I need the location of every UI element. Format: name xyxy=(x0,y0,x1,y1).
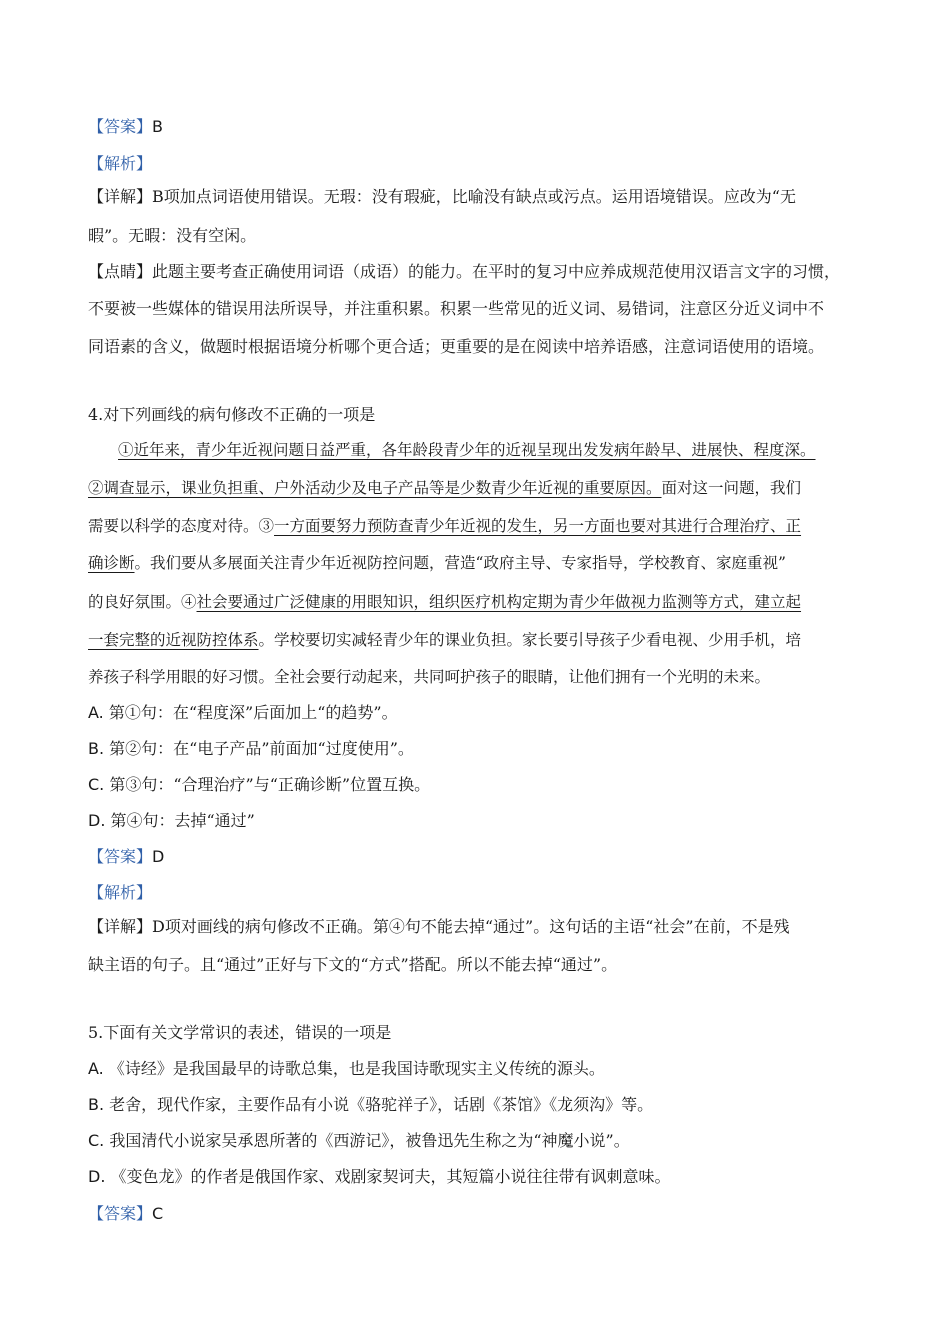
q4-option-d xyxy=(88,810,255,832)
option-text: 第④句：去掉“通过” xyxy=(110,811,255,830)
q3-detail-line-2: 暇”。无暇：没有空闲。 xyxy=(88,226,257,245)
q3-detail-text-1: B项加点词语使用错误。无瑕：没有瑕疵，比喻没有缺点或污点。运用语境错误。应改为“无 xyxy=(152,187,796,206)
option-text: 《诗经》是我国最早的诗歌总集，也是我国诗歌现实主义传统的源头。 xyxy=(108,1059,605,1078)
option-text: 《变色龙》的作者是俄国作家、戏剧家契诃夫，其短篇小说往往带有讽刺意味。 xyxy=(110,1167,671,1186)
q4-sentence-4-part-1: 社会要通过广泛健康的用眼知识，组织医疗机构定期为青少年做视力监测等方式，建立起 xyxy=(196,593,802,611)
q5-option-a xyxy=(88,1058,605,1080)
q4-stem: 4.对下列画线的病句修改不正确的一项是 xyxy=(88,405,376,424)
detail-tag: 【详解】 xyxy=(88,917,153,936)
option-letter: A. xyxy=(88,1059,104,1078)
answer-tag: 【答案】 xyxy=(88,847,153,866)
q4-sentence-1: ①近年来，青少年近视问题日益严重，各年龄段青少年的近视呈现出发发病年龄早、进展快、程度深。 xyxy=(118,441,816,459)
q4-option-c xyxy=(88,774,430,796)
q4-sentence-3-part-2: 确诊断 xyxy=(88,554,135,572)
q4-option-a xyxy=(88,702,398,724)
option-text: 第③句：“合理治疗”与“正确诊断”位置互换。 xyxy=(109,775,431,794)
q3-detail-line-1 xyxy=(88,186,796,208)
option-text: 老舍，现代作家，主要作品有小说《骆驼祥子》，话剧《茶馆》《龙须沟》等。 xyxy=(109,1095,654,1114)
detail-tag: 【详解】 xyxy=(88,187,153,206)
q4-passage-line-3 xyxy=(88,515,801,537)
q4-passage-line-1 xyxy=(118,439,816,461)
q5-option-c xyxy=(88,1130,630,1152)
q3-analysis-tag: 【解析】 xyxy=(88,154,153,173)
option-text: 第①句：在“程度深”后面加上“的趋势”。 xyxy=(108,703,398,722)
option-letter: C. xyxy=(88,1131,105,1150)
q4-passage-text-5: 的良好氛围。④ xyxy=(88,593,197,611)
q4-passage-text-3: 需要以科学的态度对待。③ xyxy=(88,517,275,535)
q4-detail-line-1 xyxy=(88,916,790,938)
answer-tag: 【答案】 xyxy=(88,1204,153,1223)
q3-comment-line-1 xyxy=(88,261,840,283)
q4-passage-line-4 xyxy=(88,552,786,574)
q3-answer-line xyxy=(88,116,163,138)
q5-option-b xyxy=(88,1094,653,1116)
q4-passage-text-2: 面对这一问题，我们 xyxy=(661,479,802,497)
q5-stem: 5.下面有关文学常识的表述，错误的一项是 xyxy=(88,1023,392,1042)
q5-answer-value: C xyxy=(152,1204,164,1223)
q4-answer-line xyxy=(88,846,164,868)
option-letter: D. xyxy=(88,811,106,830)
q5-option-d xyxy=(88,1166,671,1188)
option-letter: B. xyxy=(88,1095,105,1114)
option-text: 第②句：在“电子产品”前面加“过度使用”。 xyxy=(109,739,414,758)
q4-passage-text-6: 。学校要切实减轻青少年的课业负担。家长要引导孩子少看电视、少用手机，培 xyxy=(258,631,802,649)
option-letter: B. xyxy=(88,739,105,758)
q4-passage-line-2 xyxy=(88,477,801,499)
q4-option-b xyxy=(88,738,414,760)
option-letter: C. xyxy=(88,775,105,794)
q5-answer-line xyxy=(88,1203,163,1225)
q3-answer-value: B xyxy=(152,117,163,136)
q3-comment-line-2: 不要被一些媒体的错误用法所误导，并注重积累。积累一些常见的近义词、易错词，注意区分近义词中不 xyxy=(88,299,825,318)
q4-sentence-2: ②调查显示，课业负担重、户外活动少及电子产品等是少数青少年近视的重要原因。 xyxy=(88,479,662,497)
option-text: 我国清代小说家吴承恩所著的《西游记》，被鲁迅先生称之为“神魔小说”。 xyxy=(109,1131,630,1150)
q3-comment-line-3: 同语素的含义，做题时根据语境分析哪个更合适；更重要的是在阅读中培养语感，注意词语使用的语境。 xyxy=(88,337,825,356)
option-letter: A. xyxy=(88,703,104,722)
q4-passage-line-6 xyxy=(88,629,801,651)
q4-passage-text-4: 。我们要从多展面关注青少年近视防控问题，营造“政府主导、专家指导，学校教育、家庭重视” xyxy=(134,554,786,572)
q4-detail-line-2: 缺主语的句子。且“通过”正好与下文的“方式”搭配。所以不能去掉“通过”。 xyxy=(88,955,618,974)
q4-detail-text-1: D项对画线的病句修改不正确。第④句不能去掉“通过”。这句话的主语“社会”在前，不是残 xyxy=(152,917,790,936)
comment-tag: 【点睛】 xyxy=(88,262,153,281)
q3-comment-text-1: 此题主要考查正确使用词语（成语）的能力。在平时的复习中应养成规范使用汉语言文字的习惯， xyxy=(152,262,841,281)
q4-sentence-3-part-1: 一方面要努力预防查青少年近视的发生，另一方面也要对其进行合理治疗、正 xyxy=(274,517,802,535)
option-letter: D. xyxy=(88,1167,106,1186)
answer-tag: 【答案】 xyxy=(88,117,153,136)
q4-answer-value: D xyxy=(152,847,165,866)
q4-passage-line-7: 养孩子科学用眼的好习惯。全社会要行动起来，共同呵护孩子的眼睛，让他们拥有一个光明的未来。 xyxy=(88,668,771,686)
q4-analysis-tag: 【解析】 xyxy=(88,883,153,902)
q4-sentence-4-part-2: 一套完整的近视防控体系 xyxy=(88,631,259,649)
q4-passage-line-5 xyxy=(88,591,801,613)
